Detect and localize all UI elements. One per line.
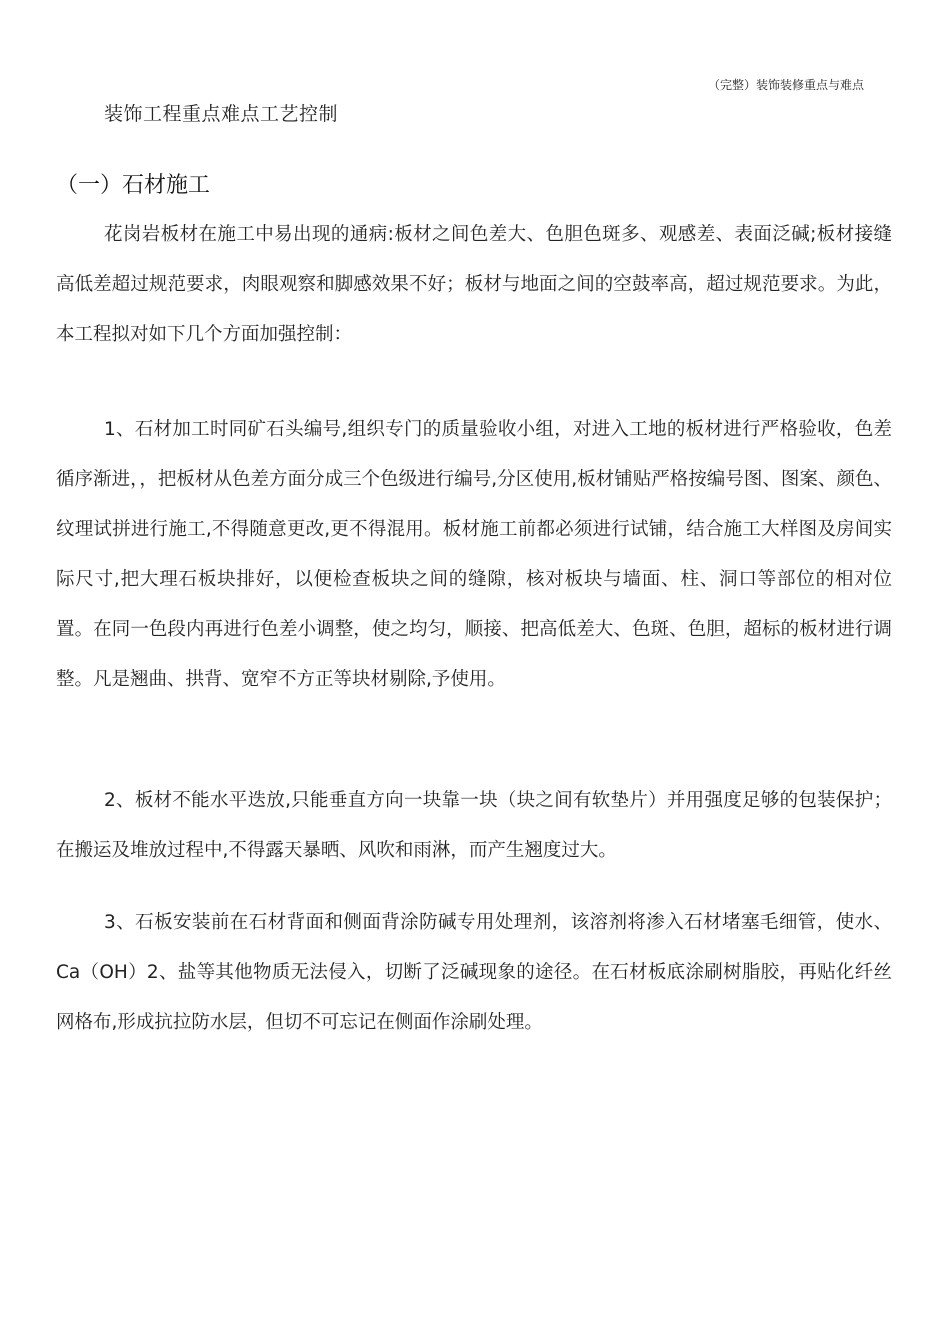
header-note: （完整）装饰装修重点与难点 xyxy=(708,78,865,92)
paragraph-item-3: 3、石板安装前在石材背面和侧面背涂防碱专用处理剂，该溶剂将渗入石材堵塞毛细管，使水、Ca（OH）2、盐等其他物质无法侵入，切断了泛碱现象的途径。在石材板底涂刷树脂胶，再贴化纤丝网格布,形成抗拉防水层，但切不可忘记在侧面作涂刷处理。 xyxy=(56,912,892,1033)
paragraph-intro: 花岗岩板材在施工中易出现的通病:板材之间色差大、色胆色斑多、观感差、表面泛碱;板材接缝高低差超过规范要求，肉眼观察和脚感效果不好；板材与地面之间的空鼓率高，超过规范要求。为此，本工程拟对如下几个方面加强控制： xyxy=(56,224,892,345)
paragraph-item-2: 2、板材不能水平迭放,只能垂直方向一块靠一块（块之间有软垫片）并用强度足够的包装保护；在搬运及堆放过程中,不得露天暴晒、风吹和雨淋，而产生翘度过大。 xyxy=(56,790,892,861)
document-title: 装饰工程重点难点工艺控制 xyxy=(104,103,339,125)
section-heading: （一）石材施工 xyxy=(56,173,211,198)
paragraph-item-1: 1、石材加工时同矿石头编号,组织专门的质量验收小组，对进入工地的板材进行严格验收，色差循序渐进，，把板材从色差方面分成三个色级进行编号,分区使用,板材铺贴严格按编号图、图案、颜色、纹理试拼进行施工,不得随意更改,更不得混用。板材施工前都必须进行试铺，结合施工大样图及房间实际尺寸,把大理石板块排好，以便检查板块之间的缝隙，核对板块与墙面、柱、洞口等部位的相对位置。在同一色段内再进行色差小调整，使之均匀，顺接、把高低差大、色斑、色胆，超标的板材进行调整。凡是翘曲、拱背、宽窄不方正等块材剔除,予使用。 xyxy=(56,419,892,690)
